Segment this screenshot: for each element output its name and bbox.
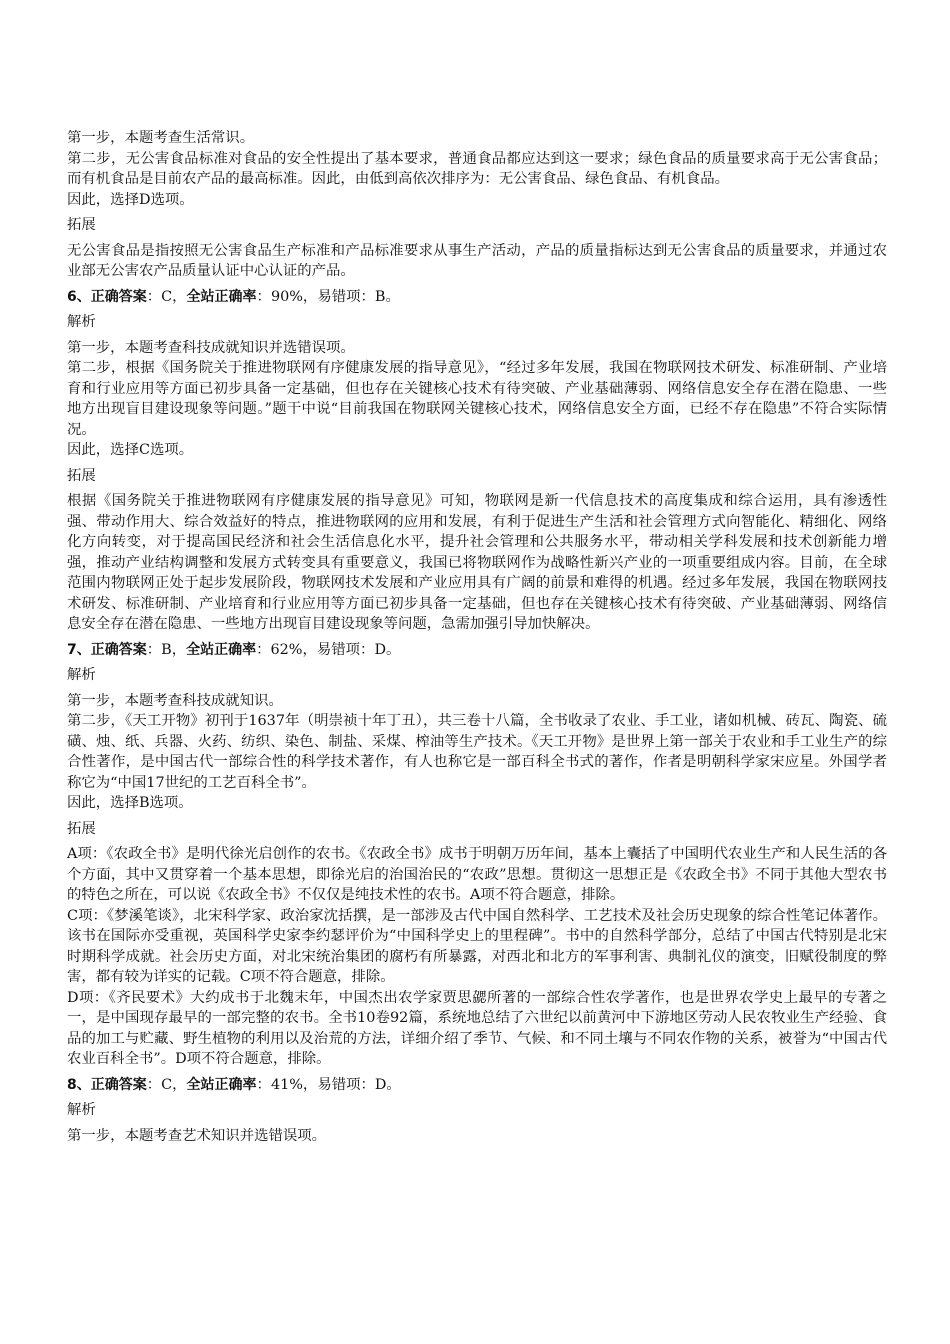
q8-analysis-label: 解析 [67, 1102, 96, 1118]
q8-rate-label: 全站正确率 [186, 1076, 257, 1093]
q6-answer-value: ：C， [146, 288, 187, 305]
q8-step1: 第一步，本题考查艺术知识并选错误项。 [67, 1127, 327, 1144]
q8-answer-line [67, 1075, 887, 1096]
q7-conclusion: 因此，选择B选项。 [67, 795, 193, 811]
q7-extension-a: A项：《农政全书》是明代徐光启创作的农书。《农政全书》成书于明朝万历年间，基本上囊括了中国明代农业生产和人民生活的各个方面，其中又贯穿着一个基本思想，即徐光启的治国治民的“农政”思想。贯彻这一思想正是《农政全书》不同于其他大型农书的特色之所在，可以说《农政全书》不仅仅是纯技术性的农书。A项不符合题意，排除。 [67, 846, 887, 903]
q7-step1: 第一步，本题考查科技成就知识。 [67, 692, 283, 709]
q5-step2: 第二步，无公害食品标准对食品的安全性提出了基本要求，普通食品都应达到这一要求；绿色食品的质量要求高于无公害食品；而有机食品是目前农产品的最高标准。因此，由低到高依次排序为：无公害食品、绿色食品、有机食品。 [67, 150, 887, 187]
q7-extension-c: C项：《梦溪笔谈》，北宋科学家、政治家沈括撰，是一部涉及古代中国自然科学、工艺技术及社会历史现象的综合性笔记体著作。该书在国际亦受重视，英国科学史家李约瑟评价为“中国科学史上的里程碑”。书中的自然科学部分，总结了中国古代特别是北宋时期科学成就。社会历史方面，对北宋统治集团的腐朽有所暴露，对西北和北方的军事利害、典制礼仪的演变，旧赋役制度的弊害，都有较为详实的记载。C项不符合题意，排除。 [67, 907, 887, 985]
q6-conclusion: 因此，选择C选项。 [67, 442, 194, 458]
q7-step2: 第二步，《天工开物》初刊于1637年（明崇祯十年丁丑），共三卷十八篇，全书收录了农业、手工业，诸如机械、砖瓦、陶瓷、硫磺、烛、纸、兵器、火药、纺织、染色、制盐、采煤、榨油等生产技术。《天工开物》是世界上第一部关于农业和手工业生产的综合性著作，是中国古代一部综合性的科学技术著作，有人也称它是一部百科全书式的著作，作者是明朝科学家宋应星。外国学者称它为“中国17世纪的工艺百科全书”。 [67, 713, 887, 791]
q5-step1: 第一步，本题考查生活常识。 [67, 130, 255, 146]
q6-rate-label: 全站正确率 [186, 288, 257, 305]
document-page [67, 128, 887, 1146]
q6-analysis-label: 解析 [67, 314, 96, 330]
q6-step1: 第一步，本题考查科技成就知识并选错误项。 [67, 339, 355, 356]
q5-extension-label: 拓展 [67, 217, 96, 233]
q6-extension-label: 拓展 [67, 467, 96, 484]
q8-rate-value: ：41%，易错项：D。 [256, 1076, 401, 1093]
q6-answer-label: 正确答案 [90, 288, 147, 305]
q6-rate-value: ：90%，易错项：B。 [256, 288, 400, 305]
q8-answer-value: ：C， [146, 1076, 187, 1093]
q7-extension-d: D项：《齐民要术》大约成书于北魏末年，中国杰出农学家贾思勰所著的一部综合性农学著作，也是世界农学史上最早的专著之一，是中国现存最早的一部完整的农书。全书10卷92篇，系统地总结了六世纪以前黄河中下游地区劳动人民农牧业生产经验、食品的加工与贮藏、野生植物的利用以及治荒的方法，详细介绍了季节、气候、和不同土壤与不同农作物的关系，被誉为“中国古代农业百科全书”。D项不符合题意，排除。 [67, 989, 887, 1067]
q6-step2: 第二步，根据《国务院关于推进物联网有序健康发展的指导意见》，“经过多年发展，我国在物联网技术研发、标准研制、产业培育和行业应用等方面已初步具备一定基础，但也存在关键核心技术有待突破、产业基础薄弱、网络信息安全存在潜在隐患、一些地方出现盲目建设现象等问题。”题干中说“目前我国在物联网关键核心技术，网络信息安全方面，已经不存在隐患”不符合实际情况。 [67, 360, 887, 438]
q5-conclusion: 因此，选择D选项。 [67, 191, 194, 208]
q6-extension: 根据《国务院关于推进物联网有序健康发展的指导意见》可知，物联网是新一代信息技术的高度集成和综合运用，具有渗透性强、带动作用大、综合效益好的特点，推进物联网的应用和发展，有利于促进生产生活和社会管理方式向智能化、精细化、网络化方向转变，对于提高国民经济和社会生活信息化水平，提升社会管理和公共服务水平，带动相关学科发展和技术创新能力增强，推动产业结构调整和发展方式转变具有重要意义，我国已将物联网作为战略性新兴产业的一项重要组成内容。目前，在全球范围内物联网正处于起步发展阶段，物联网技术发展和产业应用具有广阔的前景和难得的机遇。经过多年发展，我国在物联网技术研发、标准研制、产业培育和行业应用等方面已初步具备一定基础，但也存在关键核心技术有待突破、产业基础薄弱、网络信息安全存在潜在隐患、一些地方出现盲目建设现象等问题，急需加强引导加快解决。 [67, 493, 887, 632]
q7-number: 7、 [67, 641, 91, 658]
q7-extension-label: 拓展 [67, 820, 96, 837]
q6-number: 6、 [67, 288, 91, 305]
q7-answer-label: 正确答案 [90, 641, 147, 658]
q6-answer-line [67, 287, 887, 308]
q7-answer-value: ：B， [146, 641, 187, 658]
q8-answer-label: 正确答案 [90, 1076, 147, 1093]
q7-rate-label: 全站正确率 [186, 641, 257, 658]
q8-number: 8、 [67, 1076, 91, 1093]
q7-analysis-label: 解析 [67, 667, 96, 683]
q5-extension: 无公害食品是指按照无公害食品生产标准和产品标准要求从事生产活动，产品的质量指标达到无公害食品的质量要求，并通过农业部无公害农产品质量认证中心认证的产品。 [67, 242, 887, 279]
q7-answer-line [67, 640, 887, 661]
q7-rate-value: ：62%，易错项：D。 [256, 641, 401, 658]
